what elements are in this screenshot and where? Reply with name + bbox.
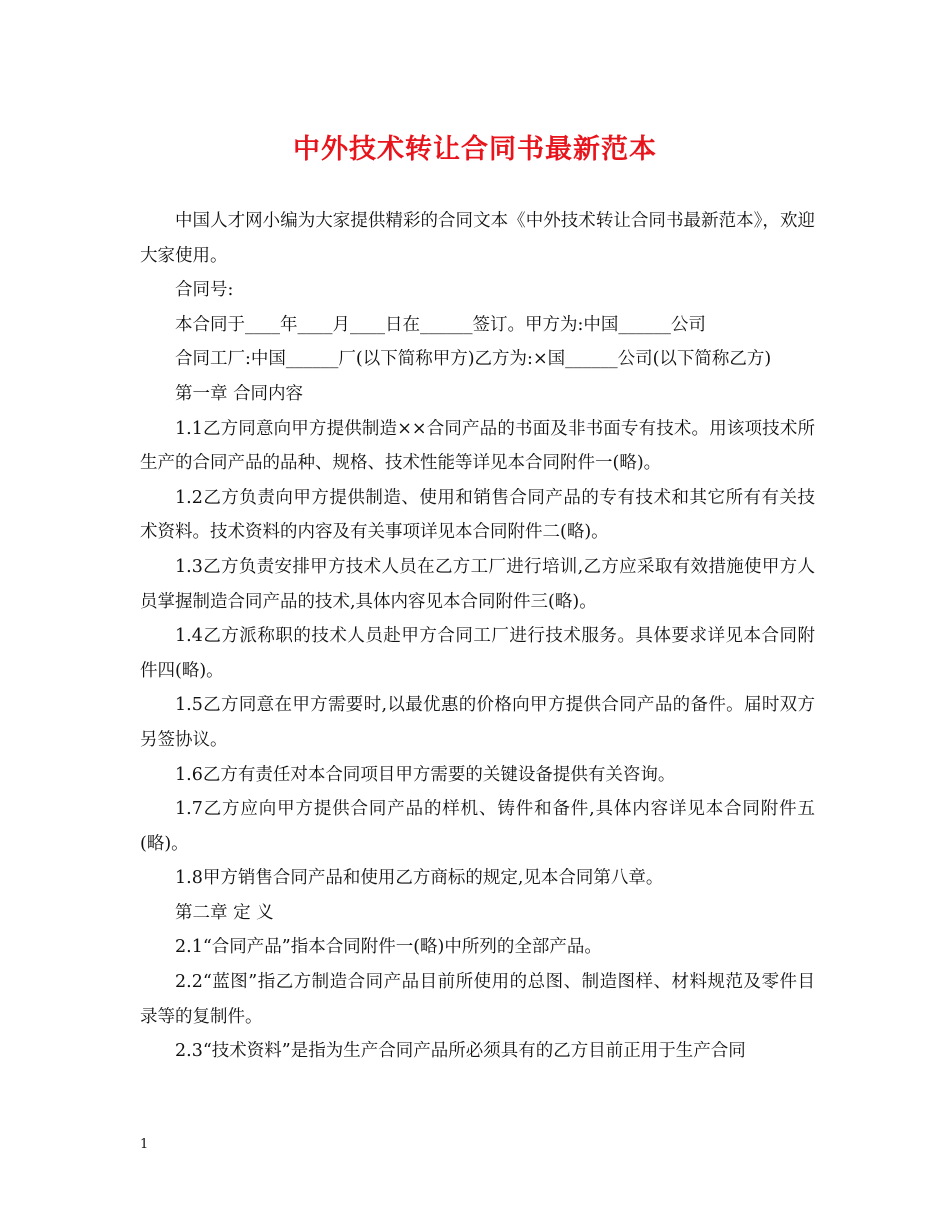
intro-paragraph: 中国人才网小编为大家提供精彩的合同文本《中外技术转让合同书最新范本》，欢迎大家使用。 bbox=[140, 211, 815, 266]
signing-date-line: 本合同于____年____月____日在______签订。甲方为:中国______公司 bbox=[175, 314, 706, 335]
clause-1-6: 1.6乙方有责任对本合同项目甲方需要的关键设备提供有关咨询。 bbox=[175, 764, 676, 785]
clause-2-1: 2.1“合同产品”指本合同附件一(略)中所列的全部产品。 bbox=[175, 937, 602, 958]
clause-1-7: 1.7乙方应向甲方提供合同产品的样机、铸件和备件,具体内容详见本合同附件五(略)。 bbox=[140, 799, 815, 854]
clause-1-4: 1.4乙方派称职的技术人员赴甲方合同工厂进行技术服务。具体要求详见本合同附件四(略)。 bbox=[140, 626, 815, 681]
clause-1-1: 1.1乙方同意向甲方提供制造××合同产品的书面及非书面专有技术。用该项技术所生产的合同产品的品种、规格、技术性能等详见本合同附件一(略)。 bbox=[140, 418, 815, 474]
clause-1-2: 1.2乙方负责向甲方提供制造、使用和销售合同产品的专有技术和其它所有有关技术资料。技术资料的内容及有关事项详见本合同附件二(略)。 bbox=[140, 487, 815, 543]
chapter-heading-1: 第一章 合同内容 bbox=[175, 383, 304, 404]
document-body bbox=[140, 204, 815, 1069]
clause-1-5: 1.5乙方同意在甲方需要时,以最优惠的价格向甲方提供合同产品的备件。届时双方另签协议。 bbox=[140, 695, 815, 750]
clause-1-3: 1.3乙方负责安排甲方技术人员在乙方工厂进行培训,乙方应采取有效措施使甲方人员掌握制造合同产品的技术,具体内容见本合同附件三(略)。 bbox=[140, 556, 815, 612]
page-number: 1 bbox=[140, 1137, 149, 1152]
chapter-heading-2: 第二章 定 义 bbox=[175, 902, 274, 923]
clause-1-8: 1.8甲方销售合同产品和使用乙方商标的规定,见本合同第八章。 bbox=[175, 868, 664, 889]
parties-line: 合同工厂:中国______厂(以下简称甲方)乙方为:×国______公司(以下简称乙方) bbox=[175, 349, 772, 370]
clause-2-3: 2.3“技术资料”是指为生产合同产品所必须具有的乙方目前正用于生产合同 bbox=[175, 1041, 746, 1062]
clause-2-2: 2.2“蓝图”指乙方制造合同产品目前所使用的总图、制造图样、材料规范及零件目录等的复制件。 bbox=[140, 972, 815, 1027]
document-title: 中外技术转让合同书最新范本 bbox=[293, 134, 657, 165]
contract-number-line: 合同号: bbox=[175, 280, 234, 301]
